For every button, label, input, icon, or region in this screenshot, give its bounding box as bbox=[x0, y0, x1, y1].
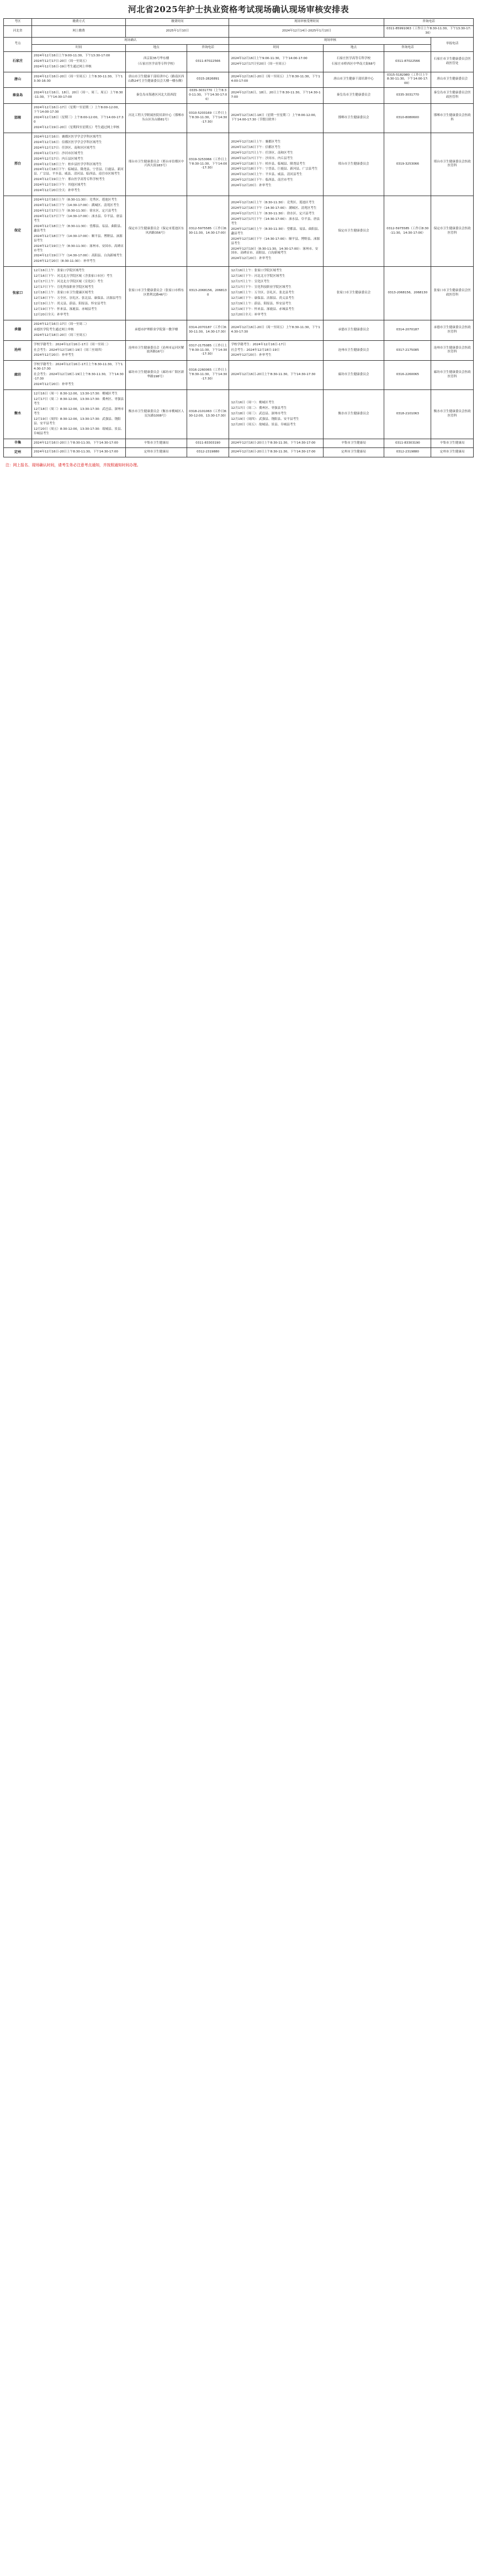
review-place-cell bbox=[323, 104, 384, 133]
review-phone-cell: 0314-2070187 bbox=[384, 320, 431, 340]
report-cell: 承德市卫生健康委员会医政医管科 bbox=[431, 320, 474, 340]
schedule-entry: 2024年12月18日上午（8:30-11:30）：望都县、易县、曲阳县、蠡县考生 bbox=[34, 224, 124, 233]
review-place-cell bbox=[323, 133, 384, 196]
schedule-entry: 12月19日（周四）8:30-12:00，13:30-17:30：武强县、饶阳县、安平县考生 bbox=[34, 417, 121, 425]
schedule-entry: 12月20日全天：补审考生 bbox=[231, 313, 267, 317]
schedule-entry: 2024年12月16日-20日上午8:30-11:30，下午14:30-17:00 bbox=[34, 450, 118, 454]
schedule-entry: 2024年12月20日：补审考生 bbox=[34, 383, 75, 387]
confirm-place-cell bbox=[126, 340, 187, 361]
area-name: 承德 bbox=[4, 320, 32, 340]
confirm-place-cell bbox=[126, 196, 187, 267]
review-time-cell bbox=[229, 340, 323, 361]
schedule-entry: 2024年12月16日-19日考生通过网上审核 bbox=[34, 65, 92, 69]
schedule-entry: 2024年12月19日下午：临西县、南宫市考生 bbox=[231, 178, 293, 182]
area-row bbox=[4, 72, 474, 88]
schedule-entry: 学校学籍考生：2024年12月16日-17日上午8:30-11:30，下午14:30-17:30 bbox=[34, 363, 123, 371]
review-phone-cell: 0312-5975585（工作日8:30-11:30，14:30-17:00） bbox=[384, 196, 431, 267]
header-consult-phone: 咨询电话 bbox=[384, 19, 474, 26]
confirm-phone-cell: 0319-3253066（工作日上午8:30-11:30，下午14:00-17:30） bbox=[187, 133, 229, 196]
schedule-entry: 12月17日上午：宣化区考生 bbox=[231, 280, 270, 284]
confirm-time-cell bbox=[32, 390, 126, 439]
review-time-cell bbox=[229, 390, 323, 439]
schedule-entry: 保定市卫生健康委员会 bbox=[338, 229, 369, 233]
schedule-entry: 2024年12月16日下午：信都区考生 bbox=[231, 145, 281, 149]
area-name: 唐山 bbox=[4, 72, 32, 88]
area-name: 定州 bbox=[4, 448, 32, 457]
schedule-entry: 2024年12月16日下午（14:30-17:00）：满城区、清苑区考生 bbox=[34, 204, 120, 208]
area-name: 张家口 bbox=[4, 267, 32, 320]
schedule-entry: 12月18日上午：万全区、崇礼区、张北县考生 bbox=[231, 291, 295, 295]
area-row bbox=[4, 196, 474, 267]
area-row bbox=[4, 390, 474, 439]
review-place-cell bbox=[323, 267, 384, 320]
header-review-phone: 咨询电话 bbox=[384, 44, 431, 51]
review-phone-cell: 0311-83303190 bbox=[384, 439, 431, 448]
page-title: 河北省2025年护士执业资格考试现场确认现场审核安排表 bbox=[128, 4, 349, 14]
schedule-entry: 2024年12月16日-20日上午8:30-11:30，下午14:30-17:00 bbox=[34, 441, 118, 445]
schedule-entry: 2024年12月19日下午（14:30-17:00）：高阳县、白沟新城考生 bbox=[34, 254, 123, 258]
schedule-entry: 12月17日下午：宣化科技职业学院区域考生 bbox=[34, 286, 94, 289]
schedule-sheet bbox=[3, 3, 474, 467]
schedule-entry: 2024年12月16日上午9:00-11:30，下午13:30-17:00 bbox=[34, 54, 110, 57]
schedule-entry: 2024年12月16日-17日（周一至周二） bbox=[34, 322, 89, 326]
review-phone-cell: 0310-8080600 bbox=[384, 104, 431, 133]
schedule-entry: 2024年12月16日上午：襄都区考生 bbox=[231, 140, 281, 144]
province-phone-cell: 0311-85991063（工作日上午8:30-11:30，下午13:30-17:30） bbox=[384, 25, 474, 37]
schedule-entry: 2024年12月17日下午（14:30-17:00）：涞水县、阜平县、唐县考生 bbox=[231, 217, 320, 225]
area-name: 石家庄 bbox=[4, 51, 32, 72]
schedule-entry: 2024年12月20日：补审考生 bbox=[231, 257, 272, 261]
confirm-phone-cell: 0311-87022566 bbox=[187, 51, 229, 72]
schedule-entry: 12月16日（周一）：桃城区考生 bbox=[231, 401, 275, 404]
schedule-entry: （石家庄医学高等专科学校） bbox=[136, 62, 177, 66]
schedule-entry: 张家口市卫生健康委员会 bbox=[336, 291, 371, 295]
schedule-entry: 社会考生：2024年12月18日-19日 bbox=[231, 348, 280, 352]
schedule-entry: 2024年12月18日下午：临城县、隆尧县、宁晋县、巨鹿县、新河县、广宗县、平乡县、威县、清河县、临西县、南宫市区域考生 bbox=[34, 168, 124, 176]
schedule-entry: 承德市卫生健康委员会 bbox=[338, 328, 369, 331]
schedule-entry: 12月19日上午：蔚县、阳原县、怀安县考生 bbox=[231, 302, 292, 305]
report-cell: 石家庄市卫生健康委员会医政医管处 bbox=[431, 51, 474, 72]
confirm-time-cell bbox=[32, 340, 126, 361]
schedule-entry: 2024年12月17日上午（8:30-11:30）：徐水区、定兴县考生 bbox=[34, 209, 118, 213]
schedule-entry: 2024年12月18日上午（8:30-11:30）：望都县、易县、曲阳县、蠡县考生 bbox=[231, 227, 321, 235]
schedule-entry: 2024年12月16日：襄都区医学学会学科区域考生 bbox=[34, 135, 102, 139]
schedule-entry: 承德市护理职业学院第一教学楼 bbox=[134, 328, 178, 331]
schedule-entry: 12月16日（周一）8:30-12:00，13:30-17:30：桃城区考生 bbox=[34, 392, 118, 396]
header-report: 举报电话 bbox=[431, 37, 474, 51]
review-place-cell bbox=[323, 448, 384, 457]
schedule-entry: 石家庄医学高等专科学校 bbox=[336, 56, 371, 60]
confirm-phone-cell: 0314-2070187（工作日8:30-11:30，14:30-17:30） bbox=[187, 320, 229, 340]
schedule-entry: 2024年12月17日下午（14:30-17:00）：涞水县、阜平县、唐县考生 bbox=[34, 214, 123, 223]
review-place-cell bbox=[323, 340, 384, 361]
header-area: 考区 bbox=[4, 19, 32, 26]
header-payment-time: 缴费时间 bbox=[126, 19, 229, 26]
confirm-phone-cell: 0312-5975585（工作日8:30-11:30，14:30-17:00） bbox=[187, 196, 229, 267]
schedule-entry: 2024年12月16日-18日（星期一至星期三）上午8:00-12:00，下午14:00-17:30（节假日除外） bbox=[231, 114, 319, 122]
review-time-cell bbox=[229, 320, 323, 340]
confirm-place-cell bbox=[126, 439, 187, 448]
schedule-entry: 2024年12月16日上午（8:30-11:30）：竞秀区、莲池区考生 bbox=[231, 201, 315, 205]
schedule-entry: 2024年12月19日（8:30-11:30，14:30-17:00）：涿州市、安国市、高碑店市、高阳县、白沟新城考生 bbox=[231, 247, 319, 255]
confirm-time-cell bbox=[32, 448, 126, 457]
schedule-entry: 2024年12月17日至20日（周一至周五） bbox=[231, 62, 288, 66]
review-time-cell bbox=[229, 196, 323, 267]
report-cell: 邯郸市卫生健康委员会医政科 bbox=[431, 104, 474, 133]
schedule-entry: 2024年12月17日：内丘县区域考生 bbox=[34, 157, 84, 161]
schedule-entry: 2024年12月19日上午：平乡县、威县、清河县考生 bbox=[231, 173, 303, 177]
schedule-entry: 2024年12月20日（8:30-11:30）：补审考生 bbox=[34, 260, 96, 264]
review-phone-cell: 0313-2068156，2068130 bbox=[384, 267, 431, 320]
schedule-entry: 2024年12月20日：补审考生 bbox=[231, 354, 272, 357]
header-confirm-phone: 咨询电话 bbox=[187, 44, 229, 51]
header-review-time: 现场审核受理时间 bbox=[229, 19, 384, 26]
confirm-place-cell bbox=[126, 390, 187, 439]
payment-method-cell: 网上缴费 bbox=[32, 25, 126, 37]
schedule-entry: 2024年12月20日：补审考生 bbox=[231, 184, 272, 188]
schedule-entry: 12月17日（周二）：冀州区、枣强县考生 bbox=[231, 406, 287, 410]
header-review-place: 地点 bbox=[323, 44, 384, 51]
report-cell: 保定市卫生健康委员会医政医管科 bbox=[431, 196, 474, 267]
schedule-entry: 12月18日下午：康保县、沽源县、尚义县考生 bbox=[231, 297, 295, 300]
schedule-entry: 2024年12月16日-20日（周一至周五）上午8:30-11:30，下午14:00-17:00 bbox=[231, 75, 320, 83]
confirm-time-cell bbox=[32, 51, 126, 72]
schedule-entry: 12月19日上午：尚义县、蔚县、阳原县、怀安县考生 bbox=[34, 302, 107, 305]
review-place-cell bbox=[323, 361, 384, 390]
schedule-entry: 2024年12月16日-17日（星期一至星期二）上午8:00-12:00，下午14:00-17:30 bbox=[34, 106, 121, 114]
area-name: 沧州 bbox=[4, 340, 32, 361]
schedule-entry: 衡水市卫生健康委员会（衡水市桃城区人民东路1008号） bbox=[128, 409, 184, 418]
schedule-entry: 2024年12月16日下午（14:30-17:00）：满城区、清苑区考生 bbox=[231, 207, 317, 210]
schedule-entry: 沧州市卫生健康委员会 bbox=[338, 348, 369, 352]
report-cell: 沧州市卫生健康委员会医政医管科 bbox=[431, 340, 474, 361]
area-name: 邯郸 bbox=[4, 104, 32, 133]
schedule-entry: 2024年12月20日全天：补审考生 bbox=[34, 189, 81, 193]
review-phone-cell: 0316-2260065 bbox=[384, 361, 431, 390]
confirm-phone-cell: 0316-2260065（工作日上午8:30-11:30，下午14:30-17:30） bbox=[187, 361, 229, 390]
confirm-time-cell bbox=[32, 320, 126, 340]
review-phone-cell: 0319-3253066 bbox=[384, 133, 431, 196]
schedule-entry: 廊坊市卫生健康委员会（廊坊市广阳区新华路198号） bbox=[128, 371, 184, 379]
report-cell: 辛集市卫生健康局 bbox=[431, 439, 474, 448]
area-row bbox=[4, 340, 474, 361]
schedule-entry: 张家口市卫生健康委员会（张家口市桥东区胜利北路46号） bbox=[128, 289, 184, 297]
confirm-phone-cell: 0311-83303190 bbox=[187, 439, 229, 448]
schedule-entry: 定州市卫生健康局 bbox=[144, 450, 169, 454]
schedule-entry: 2024年12月19日上午（8:30-11:30）：涿州市、安国市、高碑店市考生 bbox=[34, 244, 124, 252]
confirm-place-cell bbox=[126, 72, 187, 88]
schedule-entry: 社会考生：2024年12月18日-19日上午8:30-11:30，下午14:30-17:30 bbox=[34, 373, 124, 381]
area-rows bbox=[4, 51, 474, 457]
province-cell: 河北省 bbox=[4, 25, 32, 37]
confirm-place-cell bbox=[126, 133, 187, 196]
schedule-entry: 12月19日（周四）：武强县、饶阳县、安平县考生 bbox=[231, 417, 299, 421]
schedule-entry: 2024年12月16日-20日（周一至周五）上午8:30-11:30，下午13:30-16:30 bbox=[34, 75, 123, 83]
schedule-entry: 2024年12月19日下午：其他区域考生 bbox=[34, 183, 87, 187]
schedule-entry: 12月17日下午：宣化科技职业学院区域考生 bbox=[231, 286, 292, 289]
schedule-entry: 12月17日上午：河北北方学院区域（宣化区）考生 bbox=[34, 280, 104, 284]
payment-time-cell: 2025年1月10日 bbox=[126, 25, 229, 37]
header-confirm-group: 现场确认 bbox=[32, 37, 229, 44]
schedule-entry: 石家庄市桥西区中华南大街68号 bbox=[331, 62, 376, 66]
schedule-entry: 12月18日（周三）：武邑县、深州市考生 bbox=[231, 412, 287, 415]
confirm-place-cell bbox=[126, 361, 187, 390]
schedule-entry: 秦皇岛市卫生健康委员会 bbox=[336, 93, 371, 97]
schedule-entry: 12月18日下午：万全区、崇礼区、张北县、康保县、沽源县考生 bbox=[34, 297, 122, 300]
review-time-cell bbox=[229, 267, 323, 320]
review-period-cell: 2024年12月14日-2025年1月10日 bbox=[229, 25, 384, 37]
review-phone-cell: 0315-5182980（工作日上午8:30-11:30，下午14:00-17:00） bbox=[384, 72, 431, 88]
area-row bbox=[4, 104, 474, 133]
schedule-entry: 2024年12月18日下午（14:30-17:00）：顺平县、博野县、涞源县考生 bbox=[34, 234, 123, 243]
schedule-entry: 2024年12月16日、18日、20日上午8:30-11:30，下午14:30-17:00 bbox=[231, 91, 321, 99]
confirm-phone-cell: 0318-2101063（工作日8:30-12:00，13:30-17:30） bbox=[187, 390, 229, 439]
schedule-entry: 辛集市卫生健康局 bbox=[144, 441, 169, 445]
schedule-entry: 西京街35号华东楼 bbox=[143, 56, 169, 60]
schedule-entry: 2024年12月18日下午（14:30-17:00）：顺平县、博野县、涞源县考生 bbox=[231, 237, 320, 245]
review-time-cell bbox=[229, 133, 323, 196]
schedule-entry: 辛集市卫生健康局 bbox=[341, 441, 366, 445]
confirm-time-cell bbox=[32, 439, 126, 448]
schedule-entry: 2024年12月18日（星期三）上午8:00-12:00，下午14:00-17:30 bbox=[34, 116, 124, 124]
review-place-cell bbox=[323, 196, 384, 267]
schedule-entry: 12月20日（周五）：故城县、景县、阜城县考生 bbox=[231, 423, 296, 426]
footnote: 注：网上报名、现场确认时间，请考生务必注意考点通知，并按照通知时间办理。 bbox=[6, 463, 141, 468]
schedule-entry: 河北工程大学附属医院培训中心（邯郸市丛台区丛台路81号） bbox=[128, 114, 184, 122]
confirm-phone-cell: 0315-2826891 bbox=[187, 72, 229, 88]
confirm-time-cell bbox=[32, 361, 126, 390]
review-place-cell bbox=[323, 72, 384, 88]
schedule-entry: 2024年12月18日下午：宁晋县、巨鹿县、新河县、广宗县考生 bbox=[231, 167, 318, 171]
schedule-entry: 2024年12月17日：任泽区、南和区区域考生 bbox=[34, 146, 96, 150]
area-row bbox=[4, 88, 474, 104]
review-time-cell bbox=[229, 51, 323, 72]
schedule-entry: 12月20日（周五）8:30-12:00，13:30-17:30：故城县、景县、阜城县考生 bbox=[34, 427, 124, 435]
schedule-entry: 2024年12月17日上午：任泽区、南和区考生 bbox=[231, 151, 293, 155]
schedule-entry: 唐山市卫生健康干部培训中心 bbox=[333, 77, 374, 81]
review-phone-cell: 0335-3031770 bbox=[384, 88, 431, 104]
confirm-time-cell bbox=[32, 72, 126, 88]
schedule-entry: 沧州市卫生健康委员会（沧州市运河区解放西路16号） bbox=[128, 346, 184, 354]
schedule-entry: 学校学籍考生：2024年12月16日-17日（周一至周二） bbox=[34, 343, 110, 346]
schedule-entry: 保定市卫生健康委员会（保定市莲池区东风西路356号） bbox=[128, 226, 184, 235]
report-cell: 唐山市卫生健康委员会 bbox=[431, 72, 474, 88]
report-cell: 张家口市卫生健康委员会医政医管科 bbox=[431, 267, 474, 320]
confirm-time-cell bbox=[32, 267, 126, 320]
confirm-place-cell bbox=[126, 51, 187, 72]
review-time-cell bbox=[229, 439, 323, 448]
schedule-entry: 唐山市卫生健康干部培训中心（路南区西山路24号卫生健康委员会大楼一楼东侧） bbox=[128, 75, 185, 83]
confirm-place-cell bbox=[126, 267, 187, 320]
schedule-entry: 秦皇岛市海港区河北大街西段 bbox=[136, 93, 177, 97]
area-name: 辛集 bbox=[4, 439, 32, 448]
confirm-time-cell bbox=[32, 196, 126, 267]
review-place-cell bbox=[323, 51, 384, 72]
schedule-entry: 定州市卫生健康局 bbox=[341, 450, 366, 454]
area-row bbox=[4, 133, 474, 196]
schedule-entry: 社会考生：2024年12月18日-19日（周三至周四） bbox=[34, 348, 104, 352]
schedule-entry: 2024年12月16日上午（8:30-11:30）：竞秀区、莲池区考生 bbox=[34, 198, 118, 202]
schedule-entry: 12月18日上午：张家口市卫生健康区域考生 bbox=[34, 291, 94, 295]
area-name: 秦皇岛 bbox=[4, 88, 32, 104]
schedule-entry: 邯郸市卫生健康委员会 bbox=[338, 116, 369, 119]
review-place-cell bbox=[323, 320, 384, 340]
review-time-cell bbox=[229, 361, 323, 390]
schedule-entry: 12月17日（周二）8:30-12:00，13:30-17:30：冀州区、枣强县考生 bbox=[34, 398, 124, 405]
schedule-entry: 12月16日上午：张家口学院区域考生 bbox=[231, 269, 283, 273]
review-phone-cell: 0311-87022566 bbox=[384, 51, 431, 72]
review-phone-cell: 0317-2175085 bbox=[384, 340, 431, 361]
header-exam-site: 考点 bbox=[4, 37, 32, 51]
schedule-entry: 12月19日下午：怀来县、涿鹿县、赤城县考生 bbox=[231, 307, 295, 311]
confirm-time-cell bbox=[32, 104, 126, 133]
area-row bbox=[4, 51, 474, 72]
review-time-cell bbox=[229, 448, 323, 457]
schedule-table bbox=[3, 18, 474, 457]
confirm-phone-cell: 0312-2319880 bbox=[187, 448, 229, 457]
report-cell: 秦皇岛市卫生健康委员会医政医管科 bbox=[431, 88, 474, 104]
schedule-entry: 2024年12月17日-20日（周一至周五） bbox=[34, 59, 89, 63]
review-time-cell bbox=[229, 88, 323, 104]
header-confirm-place: 地点 bbox=[126, 44, 187, 51]
area-name: 邢台 bbox=[4, 133, 32, 196]
area-row bbox=[4, 267, 474, 320]
report-cell: 定州市卫生健康局 bbox=[431, 448, 474, 457]
schedule-entry: 12月19日下午：怀来县、涿鹿县、赤城县考生 bbox=[34, 307, 97, 311]
review-time-cell bbox=[229, 104, 323, 133]
schedule-entry: 邢台市卫生健康委员会 bbox=[338, 162, 369, 166]
schedule-entry: 12月16日上午：张家口学院区域考生 bbox=[34, 269, 85, 273]
schedule-entry: 2024年12月16日-20日上午8:30-11:30，下午14:30-17:30 bbox=[231, 373, 316, 377]
schedule-entry: 12月20日全天：补审考生 bbox=[34, 313, 70, 317]
schedule-entry: 2024年12月16日、18日、20日（周一、周三、周五）上午8:30-11:30，下午14:30-17:00 bbox=[34, 91, 123, 99]
schedule-entry: 廊坊市卫生健康委员会 bbox=[338, 373, 369, 377]
schedule-entry: 2024年12月19日上午：邢台医学高等专科学校考生 bbox=[34, 178, 105, 182]
area-name: 保定 bbox=[4, 196, 32, 267]
header-review-group: 现场审核 bbox=[229, 37, 431, 44]
review-place-cell bbox=[323, 439, 384, 448]
header-payment-method: 缴费方式 bbox=[32, 19, 126, 26]
schedule-entry: 2024年12月16日-20日（周一至周五）上午8:30-11:30，下午14:30-17:30 bbox=[231, 325, 320, 334]
header-row-1 bbox=[4, 19, 474, 26]
schedule-entry: 2024年12月18日-20日（周三至周五） bbox=[34, 333, 89, 337]
schedule-entry: 2024年12月16日-20日上午8:30-11:30，下午14:30-17:00 bbox=[231, 441, 316, 445]
confirm-place-cell bbox=[126, 320, 187, 340]
schedule-entry: 2024年12月16日-20日上午8:30-11:30，下午14:30-17:00 bbox=[231, 450, 316, 454]
confirm-place-cell bbox=[126, 448, 187, 457]
review-phone-cell: 0318-2101063 bbox=[384, 390, 431, 439]
schedule-entry: 2024年12月20日：补审考生 bbox=[34, 354, 75, 357]
area-name: 廊坊 bbox=[4, 361, 32, 390]
schedule-entry: 承德医学院考生通过网上审核 bbox=[34, 328, 74, 331]
review-place-cell bbox=[323, 390, 384, 439]
header-confirm-time: 时间 bbox=[32, 44, 126, 51]
report-cell: 廊坊市卫生健康委员会医政医管科 bbox=[431, 361, 474, 390]
schedule-entry: 邢台市卫生健康委员会（邢台市信都区中兴西大街183号） bbox=[128, 160, 184, 168]
schedule-entry: 2024年12月16日上午9:00-11:30，下午14:00-17:00 bbox=[231, 56, 308, 60]
schedule-entry: 2024年12月17日上午（8:30-11:30）：徐水区、定兴县考生 bbox=[231, 212, 315, 215]
confirm-place-cell bbox=[126, 88, 187, 104]
review-time-cell bbox=[229, 72, 323, 88]
schedule-entry: 衡水市卫生健康委员会 bbox=[338, 412, 369, 415]
report-cell: 衡水市卫生健康委员会医政医管科 bbox=[431, 390, 474, 439]
confirm-time-cell bbox=[32, 133, 126, 196]
review-place-cell bbox=[323, 88, 384, 104]
area-row bbox=[4, 448, 474, 457]
schedule-entry: 学校学籍考生：2024年12月16日-17日 bbox=[231, 343, 286, 346]
confirm-phone-cell: 0313-2068156，2068130 bbox=[187, 267, 229, 320]
confirm-phone-cell: 0335-3031770（上午8:30-11:30，下午14:30-17:00） bbox=[187, 88, 229, 104]
header-row-3 bbox=[4, 37, 474, 44]
schedule-entry: 2024年12月16日：信都区医学学会学科区域考生 bbox=[34, 140, 102, 144]
area-name: 衡水 bbox=[4, 390, 32, 439]
confirm-phone-cell: 0310-5203169（工作日上午8:30-11:30，下午14:30-17:30） bbox=[187, 104, 229, 133]
confirm-place-cell bbox=[126, 104, 187, 133]
header-row-2 bbox=[4, 25, 474, 37]
schedule-entry: 2024年12月19日-20日（星期四至星期五）考生通过网上审核 bbox=[34, 125, 120, 129]
area-row bbox=[4, 320, 474, 340]
report-cell: 邢台市卫生健康委员会医政医管科 bbox=[431, 133, 474, 196]
schedule-entry: 2024年12月17日：沙河市区域考生 bbox=[34, 151, 84, 155]
schedule-entry: 2024年12月18日上午：柏乡县、临城县、隆尧县考生 bbox=[231, 162, 306, 166]
confirm-time-cell bbox=[32, 88, 126, 104]
header-row-4 bbox=[4, 44, 474, 51]
confirm-phone-cell: 0317-2175085（工作日上午8:30-11:30，下午14:30-17:30） bbox=[187, 340, 229, 361]
review-phone-cell: 0312-2319880 bbox=[384, 448, 431, 457]
schedule-entry: 2024年12月17日下午：沙河市、内丘县考生 bbox=[231, 156, 293, 160]
schedule-entry: 2024年12月18日上午：柏乡县医学学科区域考生 bbox=[34, 162, 102, 166]
area-row bbox=[4, 361, 474, 390]
area-row bbox=[4, 439, 474, 448]
schedule-entry: 12月16日下午：河北北方学院区域考生 bbox=[231, 275, 285, 278]
schedule-entry: 12月18日（周三）8:30-12:00，13:30-17:30：武邑县、深州市考生 bbox=[34, 407, 124, 415]
header-review-time-sub: 时间 bbox=[229, 44, 323, 51]
schedule-entry: 12月16日下午：河北北方学院区域（含张家口市区）考生 bbox=[34, 275, 113, 278]
